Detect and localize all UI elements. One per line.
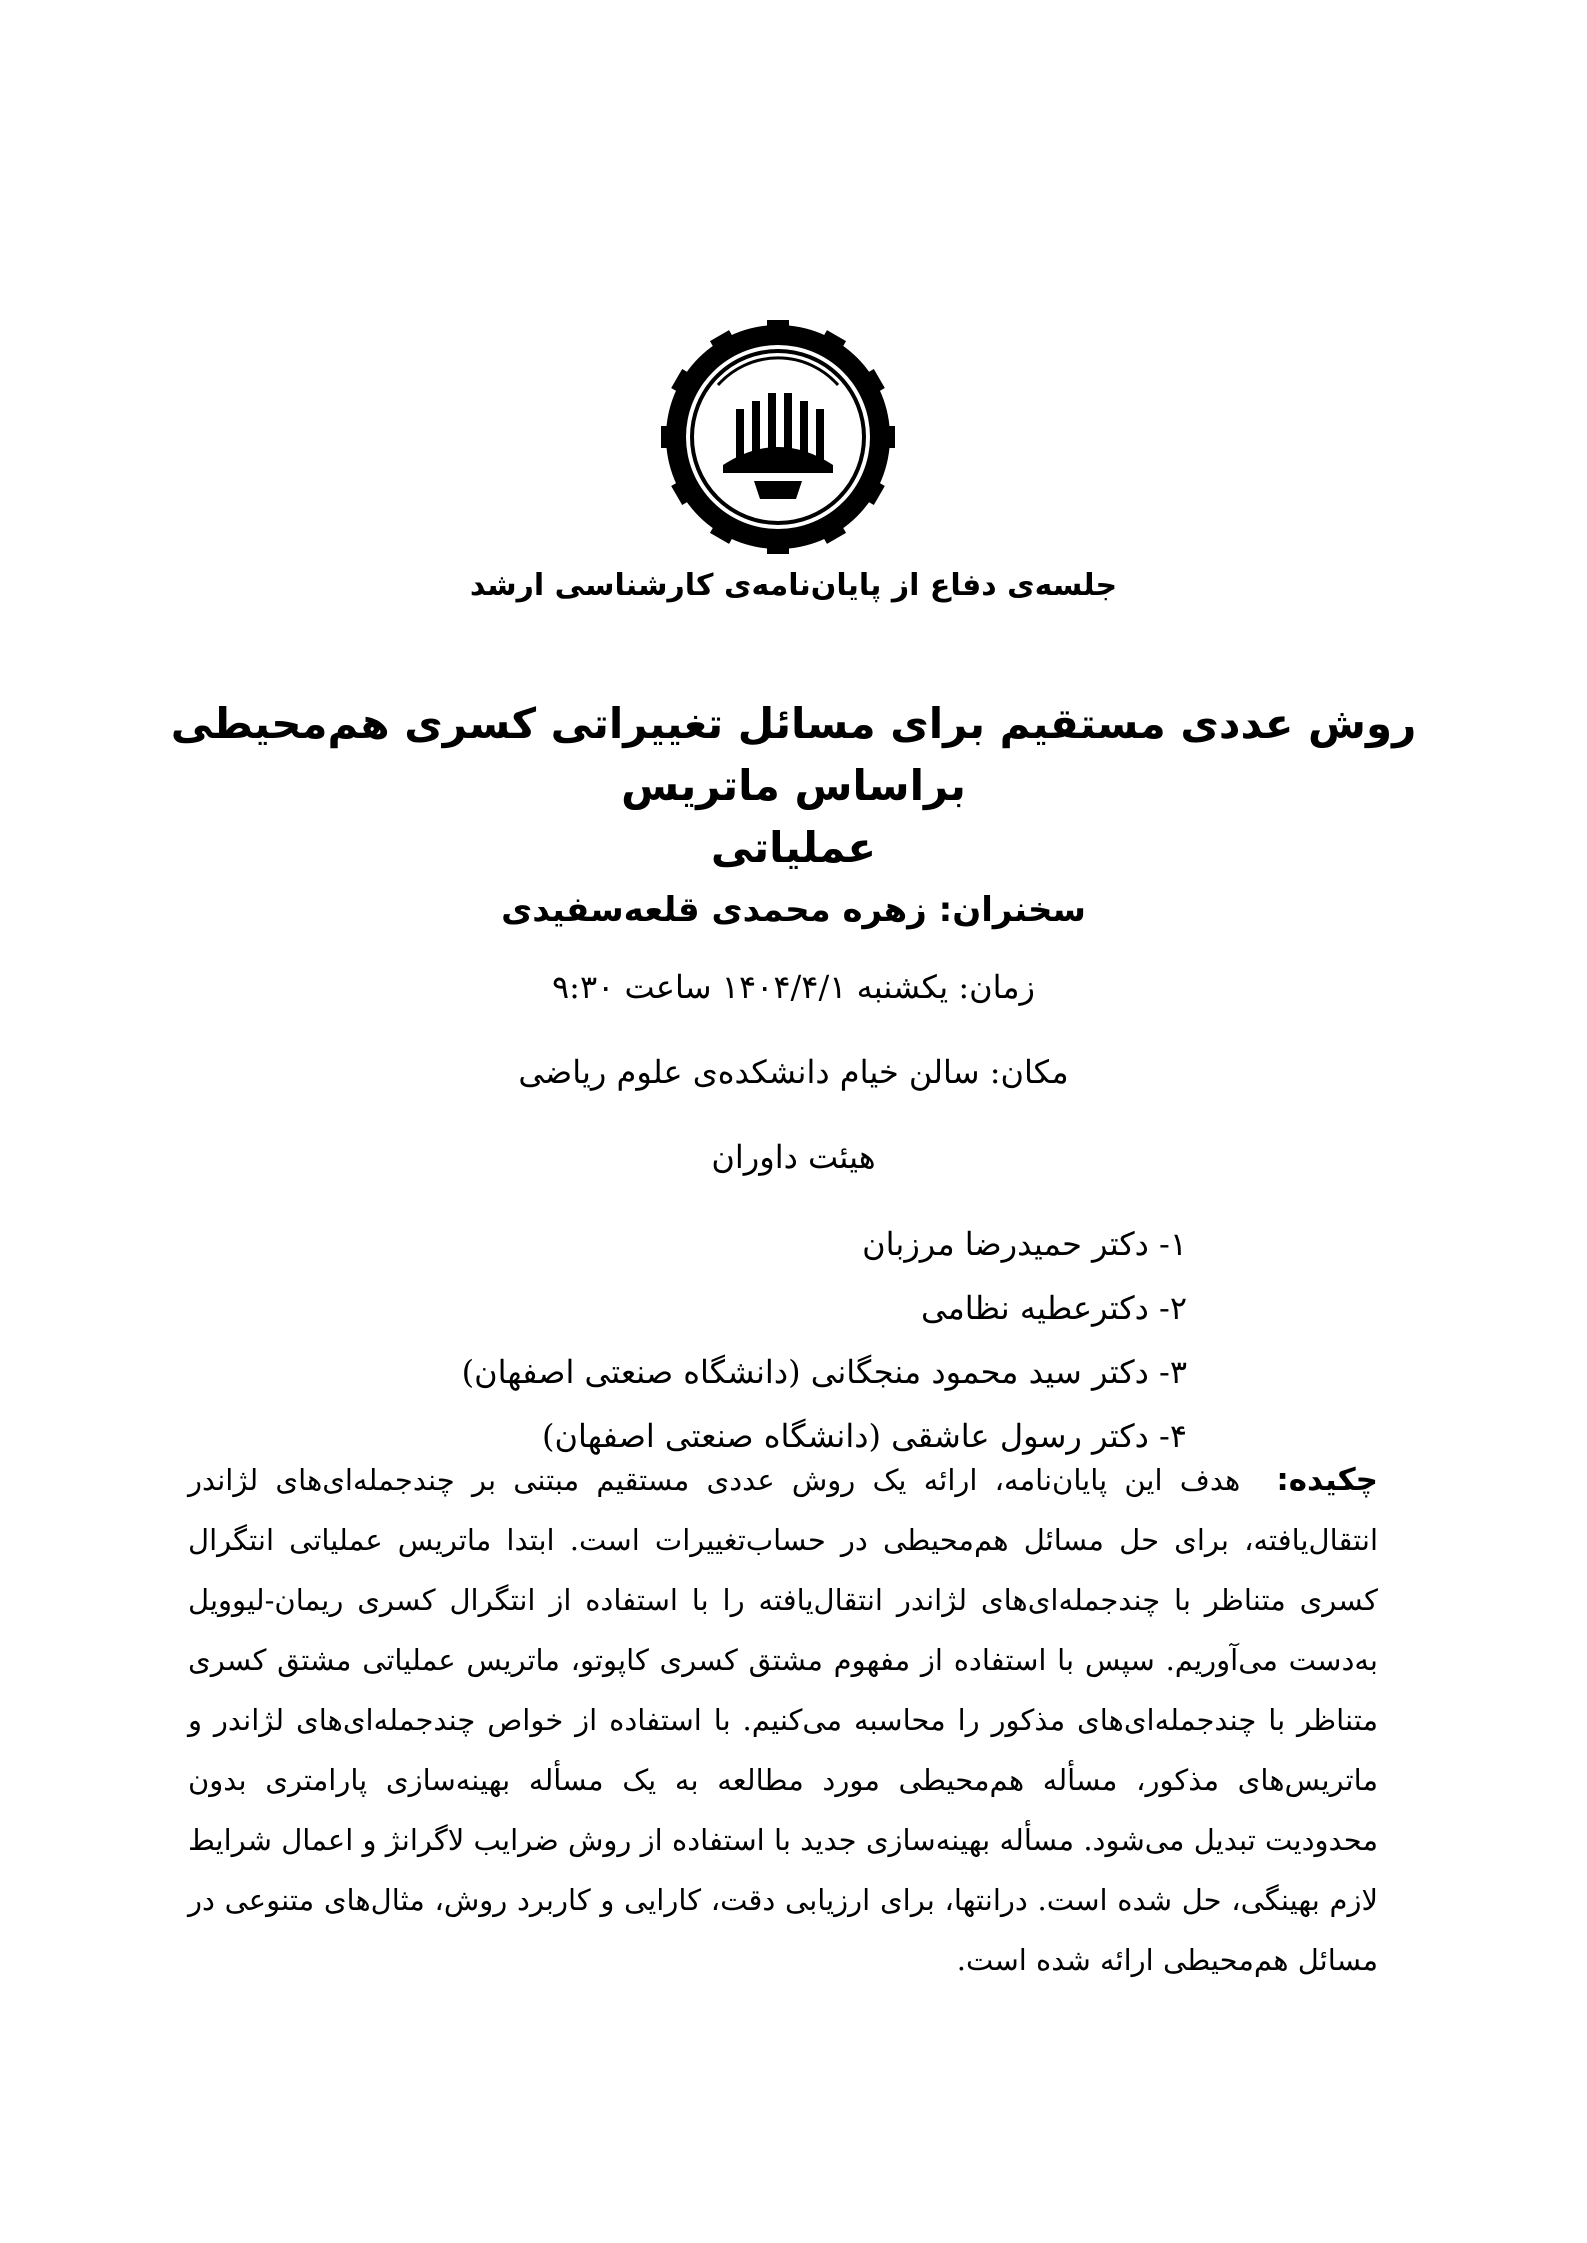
judge-item: ۳- دکتر سید محمود منجگانی (دانشگاه صنعتی اصفهان)	[461, 1353, 1187, 1391]
judge-item: ۱- دکتر حمیدرضا مرزبان	[862, 1225, 1187, 1263]
judge-item: ۴- دکتر رسول عاشقی (دانشگاه صنعتی اصفهان)	[542, 1417, 1187, 1455]
thesis-title-line1: روش عددی مستقیم برای مسائل تغییراتی کسری هم‌محیطی براساس ماتریس	[170, 699, 1417, 810]
thesis-title	[150, 693, 1437, 879]
abstract-label: چکیده:	[1276, 1462, 1378, 1498]
abstract-text: هدف این پایان‌نامه، ارائه یک روش عددی مستقیم مبتنی بر چندجمله‌ای‌های لژاندر انتقال‌یافته، برای حل مسائل هم‌محیطی در حساب‌تغییرات است. ابتدا ماتریس عملیاتی انتگرال کسری متناظر با چندجمله‌ای‌های لژاندر انتقال‌یافته را با استفاده از انتگرال کسری ریمان-لیوویل به‌دست می‌آوریم. سپس با استفاده از مفهوم مشتق کسری کاپوتو، ماتریس عملیاتی مشتق کسری متناظر با چندجمله‌ای‌های مذکور را محاسبه می‌کنیم. با استفاده از خواص چندجمله‌ای‌های لژاندر و ماتریس‌های مذکور، مسأله هم‌محیطی مورد مطالعه به یک مسأله بهینه‌سازی پارامتری بدون محدودیت تبدیل می‌شود. مسأله بهینه‌سازی جدید با استفاده از روش ضرایب لاگرانژ و اعمال شرایط لازم بهینگی، حل شده است. درانتها، برای ارزیابی دقت، کارایی و کاربرد روش، مثال‌های متنوعی در مسائل هم‌محیطی ارائه شده است.	[188, 1463, 1378, 1977]
university-logo-icon	[661, 320, 895, 554]
thesis-title-line2: عملیاتی	[710, 823, 877, 872]
place: مکان: سالن خیام دانشکده‌ی علوم ریاضی	[518, 1053, 1069, 1091]
time: زمان: یکشنبه ۱۴۰۴/۴/۱ ساعت ۹:۳۰	[551, 968, 1035, 1006]
speaker: سخنران: زهره محمدی قلعه‌سفیدی	[501, 890, 1086, 930]
committee-heading: هیئت داوران	[711, 1138, 876, 1176]
abstract	[188, 1450, 1378, 1990]
defense-subtitle: جلسه‌ی دفاع از پایان‌نامه‌ی کارشناسی ارشد	[469, 568, 1118, 603]
judges-list	[462, 1212, 1187, 1468]
judge-item: ۲- دکترعطیه نظامی	[920, 1289, 1187, 1327]
